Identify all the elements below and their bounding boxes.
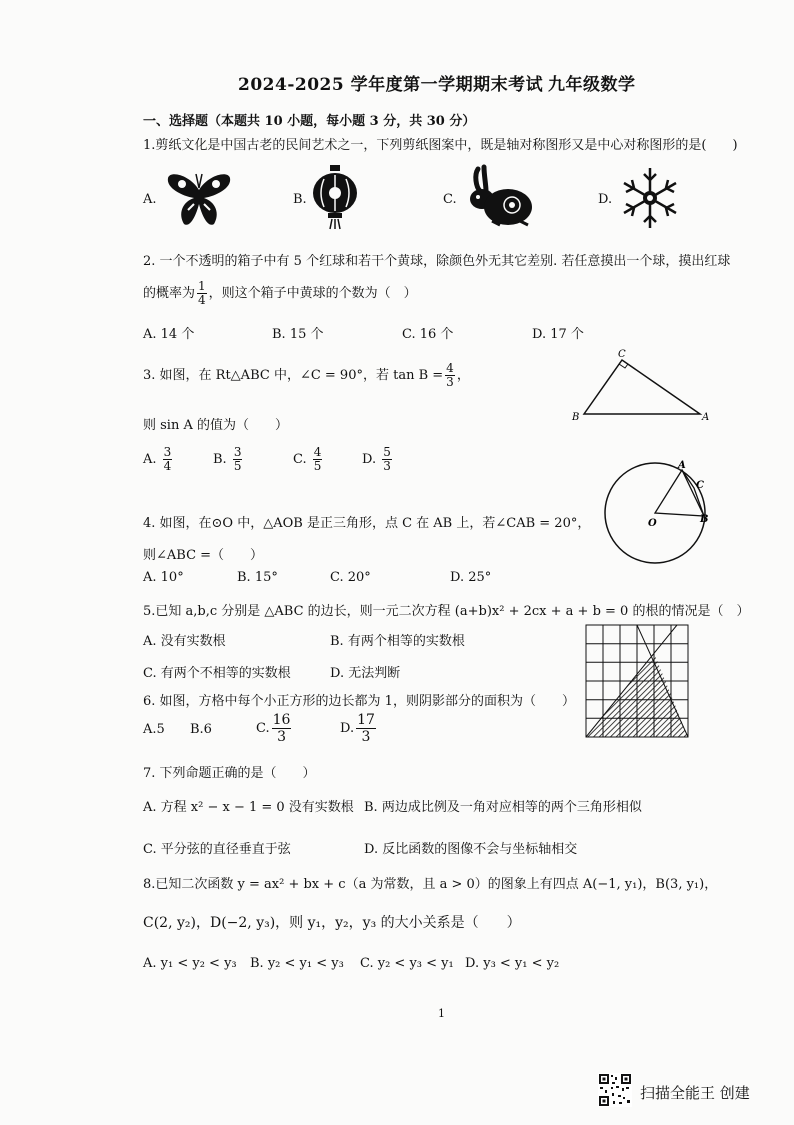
q2-probability: $\frac{1}{4}$ [198, 279, 206, 307]
q7-option-a[interactable]: A. 方程 x² − x − 1 = 0 没有实数根 [143, 800, 354, 815]
page-number: 1 [438, 1007, 445, 1020]
q1-option-c[interactable]: C. [443, 192, 457, 207]
q2-stem-line2: 的概率为 $\frac{1}{4}$ ，则这个箱子中黄球的个数为（ ） [143, 279, 417, 307]
scanner-watermark: 扫描全能王 创建 [640, 1084, 750, 1102]
q8-option-b[interactable]: B. y₂ < y₁ < y₃ [250, 956, 344, 971]
q3-stem-line2: 则 sin A 的值为（ ） [143, 418, 288, 433]
q3-option-a[interactable]: A. $\frac{3}{4}$ [143, 445, 172, 473]
rabbit-icon [462, 165, 536, 229]
q1-option-a[interactable]: A. [143, 192, 157, 207]
q2-stem-line1: 2. 一个不透明的箱子中有 5 个红球和若干个黄球，除颜色外无其它差别. 若任意摸出一个球，摸出红球 [143, 254, 731, 269]
exam-subject: 九年级数学 [548, 75, 636, 95]
q4-stem-line1: 4. 如图，在⊙O 中，△AOB 是正三角形，点 C 在 AB 上，若∠CAB = 20°， [143, 516, 591, 531]
q6-option-d[interactable]: D. $\frac{17}{3}$ [340, 712, 375, 745]
section-heading: 一、选择题（本题共 10 小题，每小题 3 分，共 30 分） [143, 114, 476, 129]
q8-option-c[interactable]: C. y₂ < y₃ < y₁ [360, 956, 454, 971]
q6-grid-figure [586, 625, 688, 737]
q7-stem: 7. 下列命题正确的是（ ） [143, 766, 316, 781]
q4-option-a[interactable]: A. 10° [143, 570, 184, 585]
q3-label-c: C [618, 349, 626, 360]
q3-option-d[interactable]: D. $\frac{5}{3}$ [362, 445, 391, 473]
q7-option-c[interactable]: C. 平分弦的直径垂直于弦 [143, 842, 291, 857]
q7-option-d[interactable]: D. 反比函数的图像不会与坐标轴相交 [364, 842, 578, 857]
q2-option-c[interactable]: C. 16 个 [402, 327, 454, 342]
q1-option-d[interactable]: D. [598, 192, 613, 207]
q3-stem-line1: 3. 如图，在 Rt△ABC 中，∠C = 90°，若 tan B = $\frac{4}{3}$ ， [143, 361, 470, 389]
q5-option-c[interactable]: C. 有两个不相等的实数根 [143, 666, 291, 681]
q5-stem: 5.已知 a,b,c 分别是 △ABC 的边长，则一元二次方程 (a+b)x² + 2cx + a + b = 0 的根的情况是（ ） [143, 604, 750, 619]
q6-option-c[interactable]: C. $\frac{16}{3}$ [256, 712, 291, 745]
q8-option-d[interactable]: D. y₃ < y₁ < y₂ [465, 956, 560, 971]
q8-option-a[interactable]: A. y₁ < y₂ < y₃ [143, 956, 237, 971]
snowflake-icon [618, 166, 682, 230]
q3-option-c[interactable]: C. $\frac{4}{5}$ [293, 445, 322, 473]
q1-stem: 1.剪纸文化是中国古老的民间艺术之一，下列剪纸图案中，既是轴对称图形又是中心对称图形的是( ) [143, 138, 738, 153]
q4-label-a: A [678, 460, 686, 471]
q2-option-b[interactable]: B. 15 个 [272, 327, 324, 342]
q4-option-c[interactable]: C. 20° [330, 570, 371, 585]
q8-stem-line2: C(2, y₂)，D(−2, y₃)，则 y₁，y₂，y₃ 的大小关系是（ ） [143, 915, 521, 931]
q4-label-o: O [648, 518, 657, 529]
q4-label-b: B [700, 514, 709, 525]
lantern-icon [310, 165, 360, 229]
q6-option-b[interactable]: B.6 [190, 722, 212, 737]
q4-circle-figure [600, 458, 710, 568]
q2-option-a[interactable]: A. 14 个 [143, 327, 195, 342]
qr-code-icon [598, 1073, 632, 1107]
q6-option-a[interactable]: A.5 [143, 722, 165, 737]
q7-option-b[interactable]: B. 两边成比例及一角对应相等的两个三角形相似 [364, 800, 642, 815]
q3-label-b: B [572, 412, 580, 423]
q5-option-d[interactable]: D. 无法判断 [330, 666, 401, 681]
q4-stem-line2: 则∠ABC =（ ） [143, 548, 264, 563]
q4-label-c: C [696, 480, 704, 491]
q4-option-b[interactable]: B. 15° [237, 570, 278, 585]
q3-option-b[interactable]: B. $\frac{3}{5}$ [213, 445, 242, 473]
q3-triangle-figure [570, 348, 710, 428]
q4-option-d[interactable]: D. 25° [450, 570, 492, 585]
q1-option-b[interactable]: B. [293, 192, 307, 207]
q6-stem: 6. 如图，方格中每个小正方形的边长都为 1，则阴影部分的面积为（ ） [143, 694, 575, 709]
q2-option-d[interactable]: D. 17 个 [532, 327, 584, 342]
q3-tan-value: $\frac{4}{3}$ [446, 361, 454, 389]
q5-option-b[interactable]: B. 有两个相等的实数根 [330, 634, 465, 649]
butterfly-icon [160, 170, 238, 230]
q8-stem-line1: 8.已知二次函数 y = ax² + bx + c（a 为常数，且 a > 0）的图象上有四点 A(−1, y₁)，B(3, y₁)， [143, 877, 718, 892]
q5-option-a[interactable]: A. 没有实数根 [143, 634, 226, 649]
exam-title: 2024-2025 学年度第一学期期末考试 [238, 75, 544, 95]
q3-label-a: A [702, 412, 710, 423]
